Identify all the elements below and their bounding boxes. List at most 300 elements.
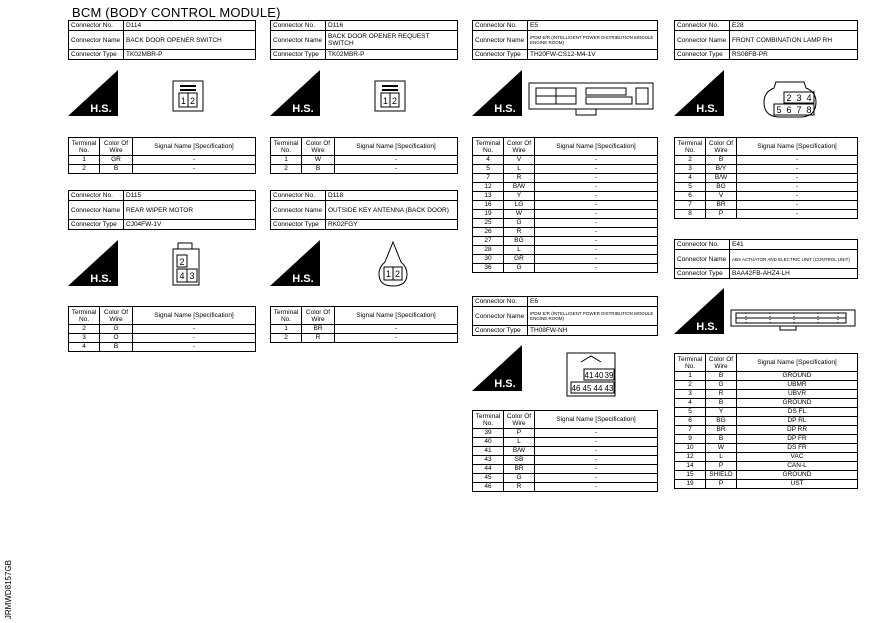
signal-table-d115: [68, 306, 256, 352]
table-cell: -: [535, 483, 658, 492]
pin-label: 2: [179, 257, 185, 267]
conn-type-value: BAA42FB-AHZ4-LH: [730, 269, 858, 279]
table-cell: 4: [675, 174, 706, 183]
connector-info-e5: [472, 20, 658, 60]
table-cell: R: [504, 483, 535, 492]
table-row: [675, 390, 858, 399]
table-row: [473, 429, 658, 438]
conn-no-value: E6: [528, 297, 658, 307]
table-cell: 6: [675, 192, 706, 201]
conn-type-value: TH20FW-CS12-M4-1V: [528, 50, 658, 60]
table-cell: Terminal No.: [473, 138, 504, 156]
table-cell: P: [706, 480, 737, 489]
table-cell: G: [504, 474, 535, 483]
pin-label: 5: [776, 105, 782, 115]
table-cell: 7: [675, 201, 706, 210]
connector-info-d118: [270, 190, 458, 230]
hs-symbol-d118: [270, 240, 320, 286]
conn-name-label: Connector Name: [271, 31, 326, 50]
conn-name-value: BACK DOOR OPENER SWITCH: [124, 31, 256, 50]
table-cell: R: [706, 390, 737, 399]
signal-table-e41: [674, 353, 858, 489]
table-cell: W: [504, 210, 535, 219]
table-row: [675, 372, 858, 381]
table-cell: Y: [504, 192, 535, 201]
table-cell: B/W: [706, 174, 737, 183]
table-row: [675, 471, 858, 480]
table-cell: Color Of Wire: [100, 307, 133, 325]
document-code: JRMWD8157GB: [4, 560, 13, 620]
pin-label: 7: [796, 105, 802, 115]
hs-symbol-e5: [472, 70, 522, 116]
table-cell: GROUND: [737, 399, 858, 408]
pin-label: 2: [189, 96, 196, 106]
table-cell: 6: [675, 417, 706, 426]
table-cell: Color Of Wire: [706, 354, 737, 372]
table-cell: -: [535, 465, 658, 474]
pin-label: 8: [806, 105, 812, 115]
table-row: [675, 435, 858, 444]
diagram-label: H.S.: [696, 321, 718, 333]
table-cell: 26: [473, 228, 504, 237]
connector-info-d115: [68, 190, 256, 230]
table-cell: -: [133, 156, 256, 165]
table-cell: L: [504, 246, 535, 255]
pin-label: 39: [604, 371, 614, 380]
table-row: [69, 165, 256, 174]
conn-no-label: Connector No.: [69, 191, 124, 201]
table-cell: 28: [473, 246, 504, 255]
table-row: [675, 165, 858, 174]
table-cell: 4: [473, 156, 504, 165]
pin-label: 41: [584, 371, 594, 380]
table-row: [675, 156, 858, 165]
table-cell: -: [133, 334, 256, 343]
conn-name-label: Connector Name: [69, 201, 124, 220]
table-cell: L: [504, 165, 535, 174]
table-cell: 15: [675, 471, 706, 480]
table-row: [675, 192, 858, 201]
conn-name-value: REAR WIPER MOTOR: [124, 201, 256, 220]
table-cell: -: [535, 447, 658, 456]
conn-no-label: Connector No.: [473, 297, 528, 307]
connector-info-d114: [68, 20, 256, 60]
pin-label: 44: [593, 384, 603, 393]
diagram-label: H.S.: [494, 103, 516, 115]
conn-name-value: OUTSIDE KEY ANTENNA (BACK DOOR): [326, 201, 458, 220]
table-cell: Signal Name [Specification]: [535, 138, 658, 156]
diagram-label: H.S.: [494, 378, 516, 390]
conn-name-label: Connector Name: [69, 31, 124, 50]
table-cell: Y: [706, 408, 737, 417]
table-cell: B: [706, 399, 737, 408]
conn-name-value: FRONT COMBINATION LAMP RH: [730, 31, 858, 50]
pin-label: 43: [604, 384, 614, 393]
table-cell: 7: [473, 174, 504, 183]
table-cell: 8: [675, 210, 706, 219]
table-row: [473, 438, 658, 447]
table-cell: VAC: [737, 453, 858, 462]
table-cell: -: [535, 456, 658, 465]
signal-table-e6: [472, 410, 658, 492]
pin-label: 6: [786, 105, 792, 115]
table-cell: -: [535, 201, 658, 210]
table-row: [271, 165, 458, 174]
diagram-label: H.S.: [90, 273, 112, 285]
table-cell: 41: [473, 447, 504, 456]
table-row: [473, 447, 658, 456]
connector-face-d115: [170, 242, 204, 288]
table-cell: V: [706, 192, 737, 201]
conn-name-value: BACK DOOR OPENER REQUEST SWITCH: [326, 31, 458, 50]
conn-type-label: Connector Type: [675, 269, 730, 279]
table-cell: 2: [271, 165, 302, 174]
table-cell: GROUND: [737, 471, 858, 480]
table-cell: 10: [675, 444, 706, 453]
table-cell: Terminal No.: [675, 354, 706, 372]
table-cell: UBMR: [737, 381, 858, 390]
table-cell: P: [504, 429, 535, 438]
table-cell: 9: [675, 435, 706, 444]
table-row: [473, 210, 658, 219]
page-title: BCM (BODY CONTROL MODULE): [72, 5, 281, 20]
table-cell: -: [737, 192, 858, 201]
terminal-header: Terminal No.: [69, 138, 100, 156]
table-cell: Signal Name [Specification]: [737, 354, 858, 372]
pin-label: 40: [594, 371, 604, 380]
table-cell: 5: [675, 408, 706, 417]
table-row: [473, 192, 658, 201]
table-cell: 5: [675, 183, 706, 192]
table-cell: -: [133, 165, 256, 174]
conn-name-label: Connector Name: [675, 31, 730, 50]
table-cell: B: [706, 435, 737, 444]
table-cell: 2: [69, 325, 100, 334]
table-cell: 19: [675, 480, 706, 489]
table-cell: -: [133, 343, 256, 352]
conn-no-value: E41: [730, 240, 858, 250]
pin-label: 46: [571, 384, 581, 393]
table-cell: G: [706, 381, 737, 390]
table-cell: B/W: [504, 447, 535, 456]
conn-name-label: Connector Name: [473, 307, 528, 326]
hs-symbol-e41: [674, 288, 724, 334]
table-cell: -: [535, 429, 658, 438]
conn-no-value: D118: [326, 191, 458, 201]
pin-label: 1: [385, 269, 392, 279]
conn-type-value: TK02MBR-P: [326, 50, 458, 60]
conn-no-value: D114: [124, 21, 256, 31]
table-cell: 12: [675, 453, 706, 462]
table-cell: 1: [69, 156, 100, 165]
table-cell: R: [302, 334, 335, 343]
conn-no-label: Connector No.: [271, 191, 326, 201]
table-cell: 16: [473, 201, 504, 210]
conn-type-value: CJ04FW-1V: [124, 220, 256, 230]
table-cell: DP RR: [737, 426, 858, 435]
table-cell: 2: [271, 334, 302, 343]
table-cell: BR: [302, 325, 335, 334]
table-cell: B: [706, 372, 737, 381]
table-row: [473, 219, 658, 228]
pin-label: 2: [786, 93, 792, 103]
signal-table-e5: [472, 137, 658, 273]
table-cell: 2: [69, 165, 100, 174]
signal-table-e28: [674, 137, 858, 219]
pin-label: 3: [796, 93, 802, 103]
conn-type-value: TK02MBR-P: [124, 50, 256, 60]
table-cell: BG: [706, 417, 737, 426]
pin-label: 3: [189, 271, 195, 281]
table-cell: -: [535, 192, 658, 201]
conn-no-value: D116: [326, 21, 458, 31]
table-cell: Signal Name [Specification]: [335, 138, 458, 156]
table-cell: R: [504, 228, 535, 237]
conn-type-label: Connector Type: [675, 50, 730, 60]
color-header: Color Of Wire: [100, 138, 133, 156]
pin-label: 4: [179, 271, 185, 281]
table-cell: DP FR: [737, 435, 858, 444]
conn-no-value: D115: [124, 191, 256, 201]
table-row: [69, 334, 256, 343]
pin-label: 2: [394, 269, 401, 279]
pin-label: 2: [391, 96, 398, 106]
conn-type-label: Connector Type: [473, 50, 528, 60]
table-cell: Terminal No.: [271, 307, 302, 325]
table-cell: -: [335, 156, 458, 165]
conn-type-value: TH08FW-NH: [528, 326, 658, 336]
table-row: [473, 483, 658, 492]
conn-type-label: Connector Type: [271, 220, 326, 230]
table-cell: UBVR: [737, 390, 858, 399]
table-row: [473, 183, 658, 192]
conn-type-label: Connector Type: [271, 50, 326, 60]
table-row: [675, 201, 858, 210]
table-cell: BR: [504, 465, 535, 474]
table-cell: Terminal No.: [473, 411, 504, 429]
table-cell: B: [100, 165, 133, 174]
table-cell: Terminal No.: [675, 138, 706, 156]
connector-face-d118: [376, 240, 410, 288]
table-row: [473, 156, 658, 165]
table-cell: W: [706, 444, 737, 453]
table-cell: 30: [473, 255, 504, 264]
signal-table-d116: [270, 137, 458, 174]
table-cell: 12: [473, 183, 504, 192]
table-cell: L: [504, 438, 535, 447]
table-cell: 3: [675, 165, 706, 174]
table-cell: -: [737, 201, 858, 210]
table-cell: 25: [473, 219, 504, 228]
hs-label: H.S.: [90, 103, 112, 115]
conn-type-value: RK02FGY: [326, 220, 458, 230]
conn-name-label: Connector Name: [473, 31, 528, 50]
table-cell: -: [535, 438, 658, 447]
table-cell: LG: [504, 201, 535, 210]
table-cell: Signal Name [Specification]: [335, 307, 458, 325]
table-cell: 4: [69, 343, 100, 352]
pin-label: 4: [806, 93, 812, 103]
table-row: [473, 456, 658, 465]
table-cell: -: [535, 210, 658, 219]
table-row: [473, 165, 658, 174]
table-row: [675, 444, 858, 453]
table-cell: R: [504, 174, 535, 183]
table-cell: O: [100, 334, 133, 343]
table-cell: Color Of Wire: [706, 138, 737, 156]
table-cell: BR: [706, 426, 737, 435]
hs-symbol-d114: [68, 70, 118, 116]
hs-symbol-e6: [472, 345, 522, 391]
conn-name-value: IPDM E/R (INTELLIGENT POWER DISTRIBUTION MODULE ENGINE ROOM): [528, 31, 658, 50]
connector-face-d114: [172, 80, 206, 112]
table-row: [473, 474, 658, 483]
table-cell: 5: [473, 165, 504, 174]
table-cell: 1: [271, 325, 302, 334]
table-cell: GR: [504, 255, 535, 264]
table-cell: 13: [473, 192, 504, 201]
connector-face-e41: [730, 306, 860, 332]
hs-symbol-e28: [674, 70, 724, 116]
conn-no-label: Connector No.: [473, 21, 528, 31]
table-row: [675, 453, 858, 462]
table-cell: 43: [473, 456, 504, 465]
conn-no-label: Connector No.: [271, 21, 326, 31]
pin-label: 1: [382, 96, 389, 106]
connector-face-d116: [374, 80, 408, 112]
conn-name-label: Connector Name: [271, 201, 326, 220]
table-cell: -: [737, 210, 858, 219]
table-cell: Color Of Wire: [504, 411, 535, 429]
table-row: [473, 465, 658, 474]
conn-type-label: Connector Type: [473, 326, 528, 336]
table-row: [473, 201, 658, 210]
table-cell: -: [535, 183, 658, 192]
conn-name-value: ABS ACTUATOR AND ELECTRIC UNIT (CONTROL UNIT): [730, 250, 858, 269]
conn-no-value: E5: [528, 21, 658, 31]
table-cell: Terminal No.: [69, 307, 100, 325]
table-cell: G: [504, 264, 535, 273]
table-cell: BG: [706, 183, 737, 192]
conn-type-label: Connector Type: [69, 50, 124, 60]
table-cell: UST: [737, 480, 858, 489]
table-cell: -: [737, 165, 858, 174]
table-cell: -: [535, 174, 658, 183]
hs-symbol-d116: [270, 70, 320, 116]
table-cell: B: [100, 343, 133, 352]
table-cell: 1: [271, 156, 302, 165]
table-cell: BG: [504, 237, 535, 246]
table-cell: B/W: [504, 183, 535, 192]
table-row: [675, 426, 858, 435]
table-cell: -: [335, 165, 458, 174]
table-cell: Signal Name [Specification]: [133, 307, 256, 325]
table-cell: -: [535, 228, 658, 237]
table-cell: -: [535, 474, 658, 483]
table-cell: P: [706, 462, 737, 471]
table-row: [473, 255, 658, 264]
table-cell: 19: [473, 210, 504, 219]
table-cell: -: [335, 325, 458, 334]
table-cell: 44: [473, 465, 504, 474]
table-cell: DS FL: [737, 408, 858, 417]
table-row: [69, 325, 256, 334]
table-cell: 39: [473, 429, 504, 438]
table-row: [675, 183, 858, 192]
table-cell: 14: [675, 462, 706, 471]
table-cell: BR: [706, 201, 737, 210]
conn-no-label: Connector No.: [675, 240, 730, 250]
table-row: [271, 325, 458, 334]
table-cell: 46: [473, 483, 504, 492]
diagram-label: H.S.: [696, 103, 718, 115]
table-cell: 3: [69, 334, 100, 343]
table-row: [675, 462, 858, 471]
table-cell: -: [535, 237, 658, 246]
table-cell: B/Y: [706, 165, 737, 174]
pin-label: 1: [180, 96, 187, 106]
connector-face-e5: [528, 82, 658, 118]
table-cell: Signal Name [Specification]: [737, 138, 858, 156]
table-cell: 2: [675, 156, 706, 165]
table-cell: B: [706, 156, 737, 165]
table-row: [473, 237, 658, 246]
table-cell: G: [100, 325, 133, 334]
table-cell: -: [133, 325, 256, 334]
table-cell: -: [535, 246, 658, 255]
table-cell: DS FR: [737, 444, 858, 453]
signal-table-d114: [68, 137, 256, 174]
table-row: [675, 381, 858, 390]
conn-name-value: IPDM E/R (INTELLIGENT POWER DISTRIBUTION MODULE ENGINE ROOM): [528, 307, 658, 326]
table-cell: -: [535, 264, 658, 273]
table-cell: P: [706, 210, 737, 219]
table-cell: 2: [675, 381, 706, 390]
table-cell: SB: [504, 456, 535, 465]
table-cell: GR: [100, 156, 133, 165]
table-cell: Signal Name [Specification]: [535, 411, 658, 429]
table-cell: 40: [473, 438, 504, 447]
connector-info-d116: [270, 20, 458, 60]
conn-name-label: Connector Name: [675, 250, 730, 269]
table-cell: 45: [473, 474, 504, 483]
diagram-label: H.S.: [292, 273, 314, 285]
hs-symbol-d115: [68, 240, 118, 286]
table-cell: GROUND: [737, 372, 858, 381]
table-row: [473, 264, 658, 273]
connector-face-e28: [762, 80, 818, 120]
table-row: [473, 246, 658, 255]
table-cell: V: [504, 156, 535, 165]
table-row: [69, 343, 256, 352]
table-row: [271, 334, 458, 343]
table-cell: Terminal No.: [271, 138, 302, 156]
table-row: [675, 408, 858, 417]
table-cell: -: [535, 165, 658, 174]
diagram-label: H.S.: [292, 103, 314, 115]
table-row: [473, 228, 658, 237]
conn-type-label: Connector Type: [69, 220, 124, 230]
connector-info-e28: [674, 20, 858, 60]
conn-no-label: Connector No.: [69, 21, 124, 31]
conn-no-value: E28: [730, 21, 858, 31]
table-cell: 7: [675, 426, 706, 435]
conn-type-value: RS08FB-PR: [730, 50, 858, 60]
table-cell: -: [335, 334, 458, 343]
table-cell: 36: [473, 264, 504, 273]
pin-label: 45: [582, 384, 592, 393]
table-cell: -: [535, 219, 658, 228]
